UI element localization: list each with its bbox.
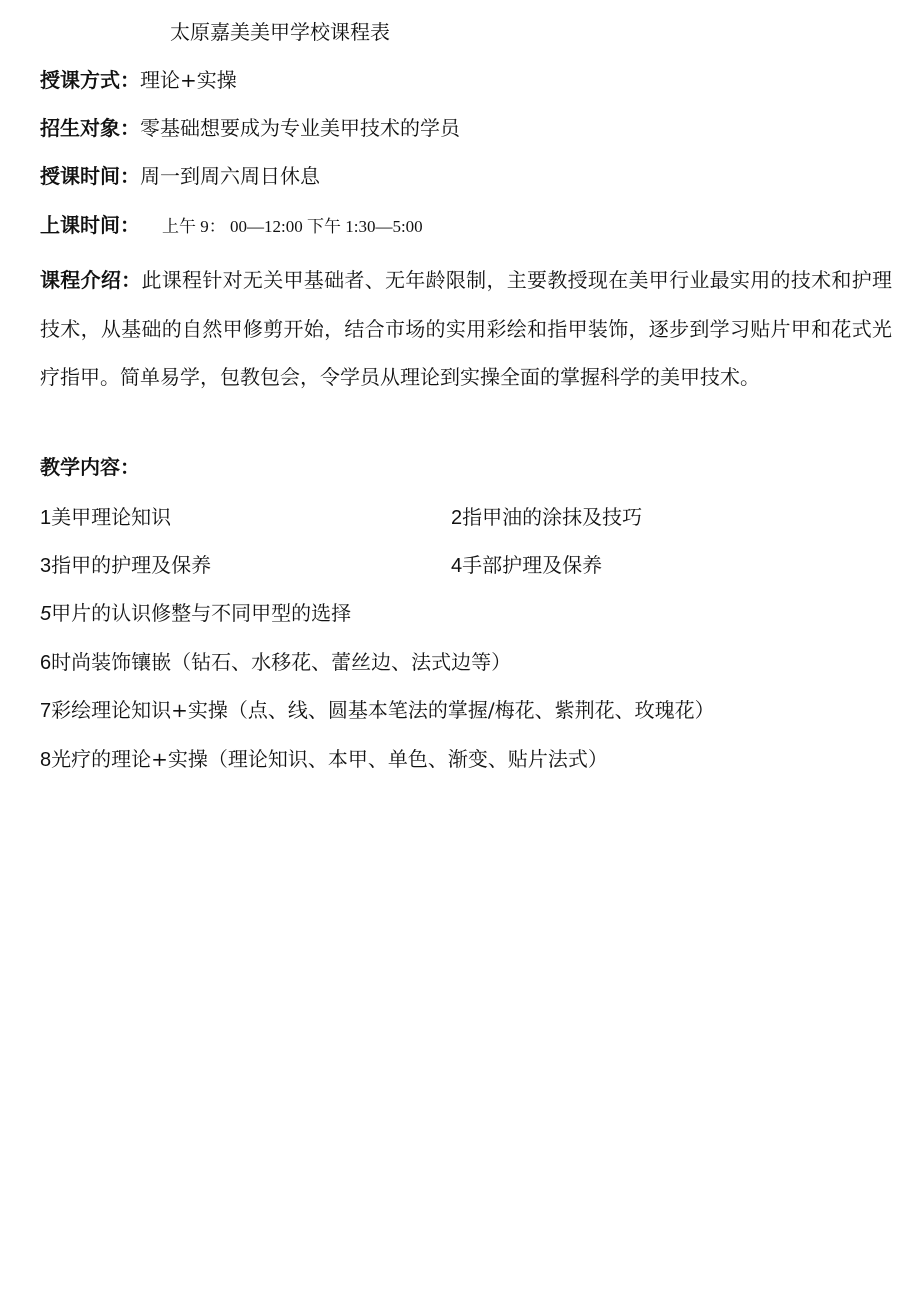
item-text: 手部护理及保养 xyxy=(462,553,603,577)
field-value: 上午 9： 00—12:00 下午 1:30—5:00 xyxy=(162,217,423,236)
field-label: 招生对象： xyxy=(40,116,140,140)
field-label: 授课方式： xyxy=(40,68,140,92)
item-number: 7 xyxy=(40,700,52,722)
content-heading: 教学内容： xyxy=(40,455,140,479)
content-item xyxy=(451,503,642,532)
item-text: 指甲的护理及保养 xyxy=(51,553,212,577)
field-class-hours xyxy=(40,211,423,241)
field-value: 周一到周六周日休息 xyxy=(140,164,320,188)
item-number: 3 xyxy=(40,555,52,577)
content-item xyxy=(40,745,608,774)
item-number: 5 xyxy=(40,603,52,625)
item-number: 8 xyxy=(40,749,52,771)
content-item xyxy=(40,503,171,532)
content-item xyxy=(451,551,602,580)
content-item xyxy=(40,551,211,580)
field-label: 授课时间： xyxy=(40,164,140,188)
item-text: 彩绘理论知识+实操（点、线、圆基本笔法的掌握/梅花、紫荆花、玫瑰花） xyxy=(51,698,715,722)
content-item xyxy=(40,648,511,677)
item-text: 指甲油的涂抹及技巧 xyxy=(462,505,643,529)
item-number: 2 xyxy=(451,507,463,529)
field-label: 上课时间： xyxy=(40,213,140,237)
intro-label: 课程介绍： xyxy=(40,268,142,292)
field-teaching-days xyxy=(40,162,320,190)
item-number: 4 xyxy=(451,555,463,577)
field-value: 零基础想要成为专业美甲技术的学员 xyxy=(140,116,460,140)
field-teaching-method xyxy=(40,66,237,94)
field-value: 理论+实操 xyxy=(140,68,237,92)
content-item xyxy=(40,599,351,628)
document-title: 太原嘉美美甲学校课程表 xyxy=(170,20,390,44)
content-item xyxy=(40,696,715,725)
item-number: 1 xyxy=(40,507,52,529)
item-text: 甲片的认识修整与不同甲型的选择 xyxy=(51,601,352,625)
field-target-students xyxy=(40,114,460,142)
item-text: 光疗的理论+实操（理论知识、本甲、单色、渐变、贴片法式） xyxy=(51,747,608,771)
item-text: 美甲理论知识 xyxy=(51,505,172,529)
intro-text: 此课程针对无关甲基础者、无年龄限制，主要教授现在美甲行业最实用的技术和护理技术，从基础的自然甲修剪开始，结合市场的实用彩绘和指甲装饰，逐步到学习贴片甲和花式光疗指甲。简单易学，包教包会，令学员从理论到实操全面的掌握科学的美甲技术。 xyxy=(40,268,893,389)
course-introduction xyxy=(40,256,892,402)
item-text: 时尚装饰镶嵌（钻石、水移花、蕾丝边、法式边等） xyxy=(51,650,512,674)
item-number: 6 xyxy=(40,652,52,674)
